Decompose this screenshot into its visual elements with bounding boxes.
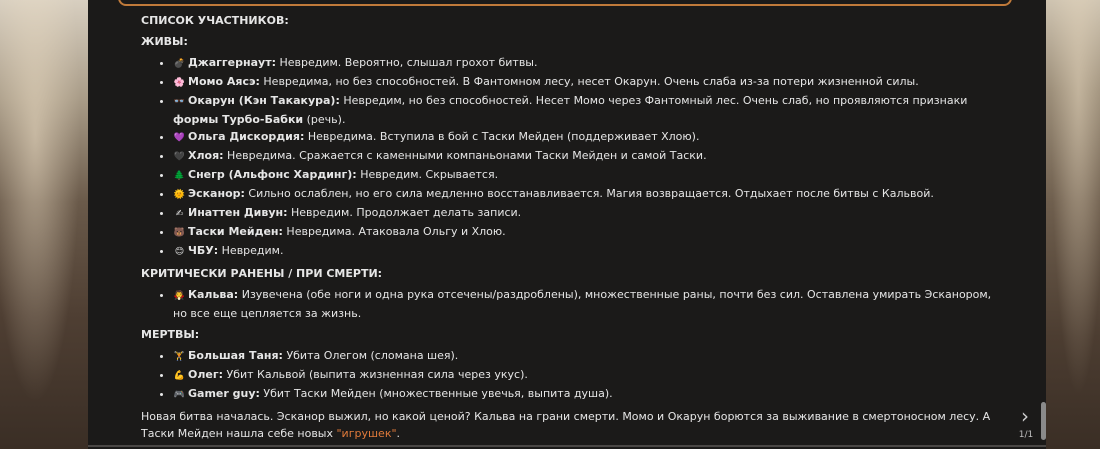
participant-name: Gamer guy: (188, 387, 260, 400)
story-highlight: "игрушек" (336, 427, 397, 440)
participant-name: Таски Мейден: (188, 225, 283, 238)
purple-heart-icon: 💜 (173, 133, 186, 143)
swipe-counter: 1/1 (1018, 430, 1034, 440)
participant-name: Большая Таня: (188, 349, 283, 362)
participant-status: Невредима. Вступила в бой с Таски Мейден (поддерживает Хлою). (304, 130, 700, 143)
participant-name: Момо Аясэ: (188, 75, 260, 88)
alive-list (141, 54, 1003, 261)
participant-name: Хлоя: (188, 149, 224, 162)
participant-item (173, 128, 1003, 147)
participant-status: Невредим. Скрывается. (356, 168, 499, 181)
participant-status: Изувечена (обе ноги и одна рука отсечены/раздроблены), множественные раны, почти без сил. Оставлена умирать Эсканором, но все еще цепляется за жизнь. (173, 288, 992, 320)
next-swipe-button[interactable]: › (1021, 404, 1029, 428)
participant-status: Невредим. Вероятно, слышал грохот битвы. (275, 56, 538, 69)
chat-message (141, 12, 1003, 442)
participant-name: Джаггернаут: (188, 56, 276, 69)
participant-status: Сильно ослаблен, но его сила медленно восстанавливается. Магия возвращается. Отдыхает после битвы с Кальвой. (244, 187, 934, 200)
participant-status: Невредим. (218, 244, 284, 257)
participant-name: Олег: (188, 368, 224, 381)
black-heart-icon: 🖤 (173, 152, 186, 162)
muscle-icon: 💪 (173, 371, 186, 381)
alive-section-title: ЖИВЫ: (141, 35, 188, 48)
tree-icon: 🌲 (173, 171, 186, 181)
participant-item (173, 204, 1003, 223)
participant-status: Невредима. Атаковала Ольгу и Хлою. (282, 225, 506, 238)
participant-status: Убит Таски Мейден (множественные увечья, выпита душа). (259, 387, 613, 400)
bear-icon: 🐻 (173, 228, 186, 238)
participant-status: Невредима, но без способностей. В Фантомном лесу, несет Окарун. Очень слаба из-за потери жизненной силы. (259, 75, 919, 88)
dead-section-title: МЕРТВЫ: (141, 328, 200, 341)
participant-item (173, 223, 1003, 242)
participant-status: Невредима. Сражается с каменными компаньонами Таски Мейден и самой Таски. (223, 149, 707, 162)
participant-name: Снегр (Альфонс Хардинг): (188, 168, 357, 181)
glasses-icon: 👓 (173, 97, 186, 107)
participant-status: Невредим, но без способностей. Несет Момо через Фантомный лес. Очень слаб, но проявляются признаки (339, 94, 968, 107)
participant-item (173, 54, 1003, 73)
critical-list (141, 286, 1003, 322)
sun-icon: 🌞 (173, 190, 186, 200)
writing-hand-icon: ✍ (175, 209, 184, 219)
input-divider (88, 445, 1046, 447)
participant-item (173, 92, 1003, 128)
participant-status: Невредим. Продолжает делать записи. (287, 206, 522, 219)
participant-name: Окарун (Кэн Такакура): (188, 94, 340, 107)
dead-list (141, 347, 1003, 404)
story-text: Новая битва началась. Эсканор выжил, но какой ценой? Кальва на грани смерти. Момо и Окарун борются за выживание в смертоносном лесу. А Таски Мейден нашла себе новых (141, 410, 991, 440)
participant-item (173, 185, 1003, 204)
critical-section-title: КРИТИЧЕСКИ РАНЕНЫ / ПРИ СМЕРТИ: (141, 267, 383, 280)
participant-status: Убита Олегом (сломана шея). (282, 349, 459, 362)
participant-name: Эсканор: (188, 187, 245, 200)
participant-item (173, 242, 1003, 261)
bomb-icon: 💣 (173, 59, 186, 69)
background-right (1046, 0, 1100, 449)
participant-item (173, 347, 1003, 366)
participant-item (173, 166, 1003, 185)
weightlifter-icon: 🏋 (173, 352, 186, 362)
participant-name: Ольга Дискордия: (188, 130, 305, 143)
vampire-icon: 🧛 (173, 291, 186, 301)
participant-emphasis: формы Турбо-Бабки (173, 113, 304, 126)
story-paragraph (141, 408, 1003, 442)
scrollbar-thumb[interactable] (1041, 402, 1046, 440)
participant-item (173, 385, 1003, 404)
background-left (0, 0, 88, 449)
participant-status-tail: (речь). (303, 113, 346, 126)
participant-item (173, 73, 1003, 92)
list-title: СПИСОК УЧАСТНИКОВ: (141, 14, 289, 27)
flower-icon: 🌸 (173, 78, 186, 88)
gamepad-icon: 🎮 (173, 390, 186, 400)
face-icon: 😊 (174, 247, 185, 257)
participant-name: ЧБУ: (188, 244, 219, 257)
participant-item (173, 147, 1003, 166)
participant-name: Инаттен Дивун: (188, 206, 288, 219)
previous-message-box (118, 0, 1012, 6)
participant-status: Убит Кальвой (выпита жизненная сила через укус). (223, 368, 528, 381)
participant-name: Кальва: (188, 288, 239, 301)
participant-item (173, 286, 1003, 322)
story-tail: . (396, 427, 401, 440)
participant-item (173, 366, 1003, 385)
